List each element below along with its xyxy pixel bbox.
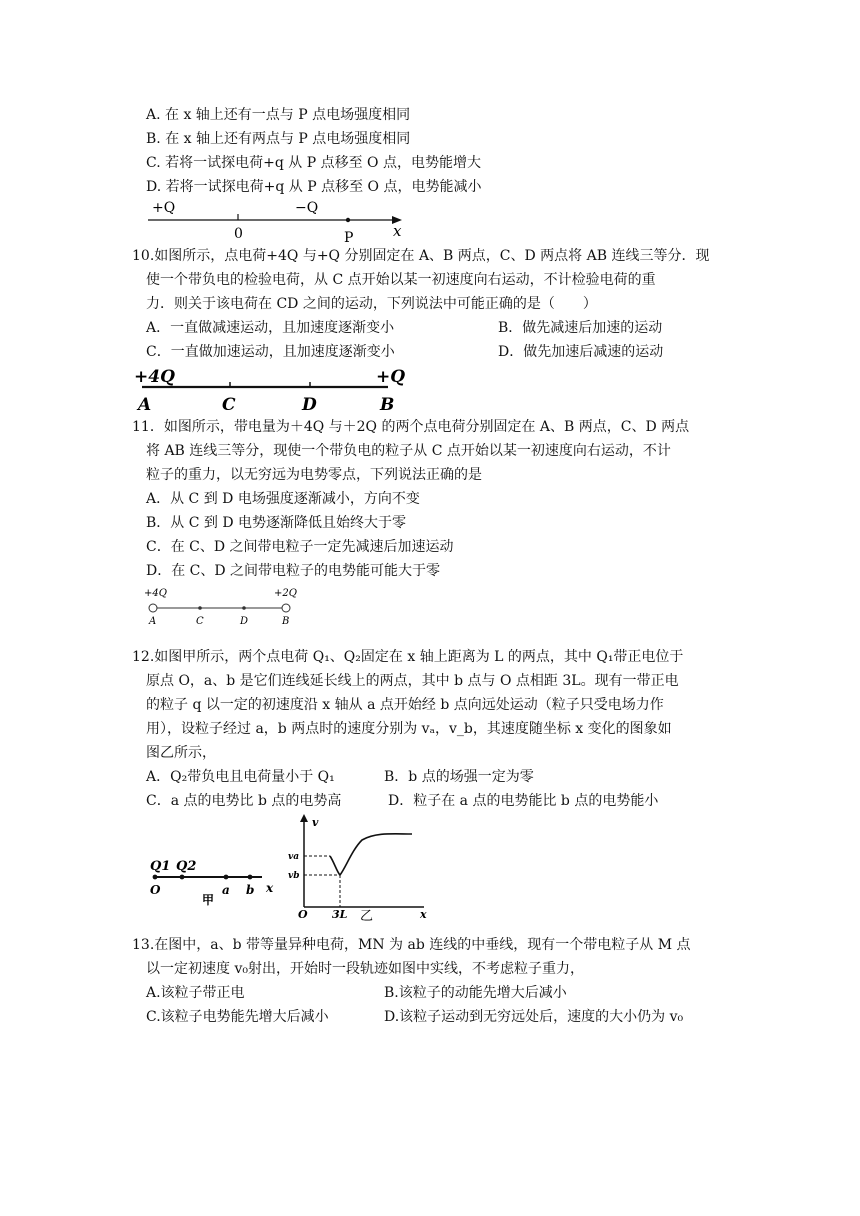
q11-point-d <box>242 606 246 610</box>
q12-jia-label-x: x <box>266 881 274 895</box>
q11-charge-b <box>282 604 290 612</box>
q12-stem-line5: 图乙所示， <box>146 745 216 761</box>
q12-option-d: D．粒子在 a 点的电势能比 b 点的电势能小 <box>388 793 659 809</box>
q11-figure <box>142 586 302 628</box>
q12-figure-yi <box>284 812 444 922</box>
q10-option-a: A．一直做减速运动，且加速度逐渐变小 <box>146 320 395 336</box>
q13-stem-line2: 以一定初速度 v₀射出，开始时一段轨迹如图中实线，不考虑粒子重力， <box>146 961 584 977</box>
q11-stem-line3: 粒子的重力，以无穷远为电势零点，下列说法正确的是 <box>146 467 482 483</box>
q10-option-c: C．一直做加速运动，且加速度逐渐变小 <box>146 344 395 360</box>
q12-jia-label-b: b <box>246 883 255 897</box>
q9-label-x: x <box>393 222 402 240</box>
q9-option-d: D. 若将一试探电荷+q 从 P 点移至 O 点，电势能减小 <box>146 179 482 195</box>
q12-jia-label-o: O <box>150 883 161 897</box>
q9-point-p <box>346 218 350 222</box>
q10-figure <box>132 364 422 414</box>
q9-label-p: P <box>344 230 354 246</box>
q13-option-c: C.该粒子电势能先增大后减小 <box>146 1009 329 1025</box>
q13-option-d: D.该粒子运动到无穷远处后，速度的大小仍为 v₀ <box>384 1009 684 1025</box>
q10-label-c: C <box>222 395 236 415</box>
q12-point-a <box>224 875 229 880</box>
q11-label-plus-4q: +4Q <box>144 588 167 599</box>
q12-option-c: C．a 点的电势比 b 点的电势高 <box>146 793 342 809</box>
q9-option-a: A. 在 x 轴上还有一点与 P 点电场强度相同 <box>146 107 411 123</box>
q11-stem-line1: 11．如图所示，带电量为＋4Q 与＋2Q 的两个点电荷分别固定在 A、B 两点，C、D 两点 <box>132 419 690 435</box>
q10-option-d: D．做先加速后减速的运动 <box>498 344 664 360</box>
q10-label-d: D <box>302 395 317 415</box>
q10-stem-line2: 使一个带负电的检验电荷，从 C 点开始以某一初速度向右运动，不计检验电荷的重 <box>146 272 656 288</box>
q10-label-b: B <box>380 395 395 415</box>
q11-point-c <box>198 606 202 610</box>
q9-label-plus-q: +Q <box>152 200 176 216</box>
q11-option-d: D．在 C、D 之间带电粒子的电势能可能大于零 <box>146 563 441 579</box>
q12-stem-line4: 用），设粒子经过 a，b 两点时的速度分别为 vₐ，v_b，其速度随坐标 x 变化的图象如 <box>146 721 672 737</box>
q12-yi-label-vb: vb <box>288 871 300 881</box>
q12-stem-line1: 12.如图甲所示，两个点电荷 Q₁、Q₂固定在 x 轴上距离为 L 的两点，其中 Q₁带正电位于 <box>132 649 684 665</box>
q13-option-b: B.该粒子的动能先增大后减小 <box>384 985 567 1001</box>
q12-jia-label-a: a <box>222 883 230 897</box>
q11-label-plus-2q: +2Q <box>274 588 297 599</box>
q12-stem-line2: 原点 O，a、b 是它们连线延长线上的两点，其中 b 点与 O 点相距 3L。现有一带正电 <box>146 673 679 689</box>
q9-figure <box>140 196 410 246</box>
q11-option-b: B．从 C 到 D 电势逐渐降低且始终大于零 <box>146 515 407 531</box>
q9-label-origin: 0 <box>234 226 243 242</box>
q9-option-b: B. 在 x 轴上还有两点与 P 点电场强度相同 <box>146 131 411 147</box>
q11-option-c: C．在 C、D 之间带电粒子一定先减速后加速运动 <box>146 539 454 555</box>
q12-label-q1: Q1 <box>150 859 171 874</box>
q11-option-a: A．从 C 到 D 电场强度逐渐减小，方向不变 <box>146 491 420 507</box>
q12-point-b <box>248 875 253 880</box>
q12-yi-label-o: O <box>298 908 308 921</box>
q12-yi-label-va: va <box>288 852 300 862</box>
q12-yi-caption: 乙 <box>360 909 374 924</box>
q9-label-minus-q: −Q <box>295 200 319 216</box>
q12-option-b: B．b 点的场强一定为零 <box>384 769 534 785</box>
q12-yi-label-3l: 3L <box>332 908 348 921</box>
q11-label-b: B <box>282 616 290 627</box>
q10-stem-line1: 10.如图所示，点电荷+4Q 与+Q 分别固定在 A、B 两点，C、D 两点将 AB 连线三等分．现 <box>132 248 710 264</box>
q12-yi-velocity-curve <box>330 834 412 875</box>
q13-stem-line1: 13.在图中，a、b 带等量异种电荷，MN 为 ab 连线的中垂线，现有一个带电粒子从 M 点 <box>132 937 691 953</box>
q12-jia-caption: 甲 <box>202 893 215 907</box>
q11-stem-line2: 将 AB 连线三等分，现使一个带负电的粒子从 C 点开始以某一初速度向右运动，不计 <box>146 443 671 459</box>
q11-label-d: D <box>240 616 249 627</box>
q11-label-a: A <box>149 616 157 627</box>
q11-label-c: C <box>196 616 204 627</box>
q13-option-a: A.该粒子带正电 <box>146 985 245 1001</box>
q10-stem-line3: 力．则关于该电荷在 CD 之间的运动，下列说法中可能正确的是（ ） <box>146 296 597 312</box>
q12-stem-line3: 的粒子 q 以一定的初速度沿 x 轴从 a 点开始经 b 点向远处运动（粒子只受电场力作 <box>146 697 664 713</box>
q10-label-plus-q: +Q <box>376 367 406 387</box>
q12-figure-jia <box>144 852 284 912</box>
q12-label-q2: Q2 <box>176 859 197 874</box>
q12-yi-label-x: x <box>420 908 427 921</box>
q12-yi-label-v: v <box>312 816 319 829</box>
q12-option-a: A．Q₂带负电且电荷量小于 Q₁ <box>146 769 335 785</box>
q10-label-plus-4q: +4Q <box>134 367 175 387</box>
q9-option-c: C. 若将一试探电荷+q 从 P 点移至 O 点，电势能增大 <box>146 155 481 171</box>
q10-option-b: B．做先减速后加速的运动 <box>498 320 663 336</box>
q11-charge-a <box>149 604 157 612</box>
q10-label-a: A <box>138 395 152 415</box>
